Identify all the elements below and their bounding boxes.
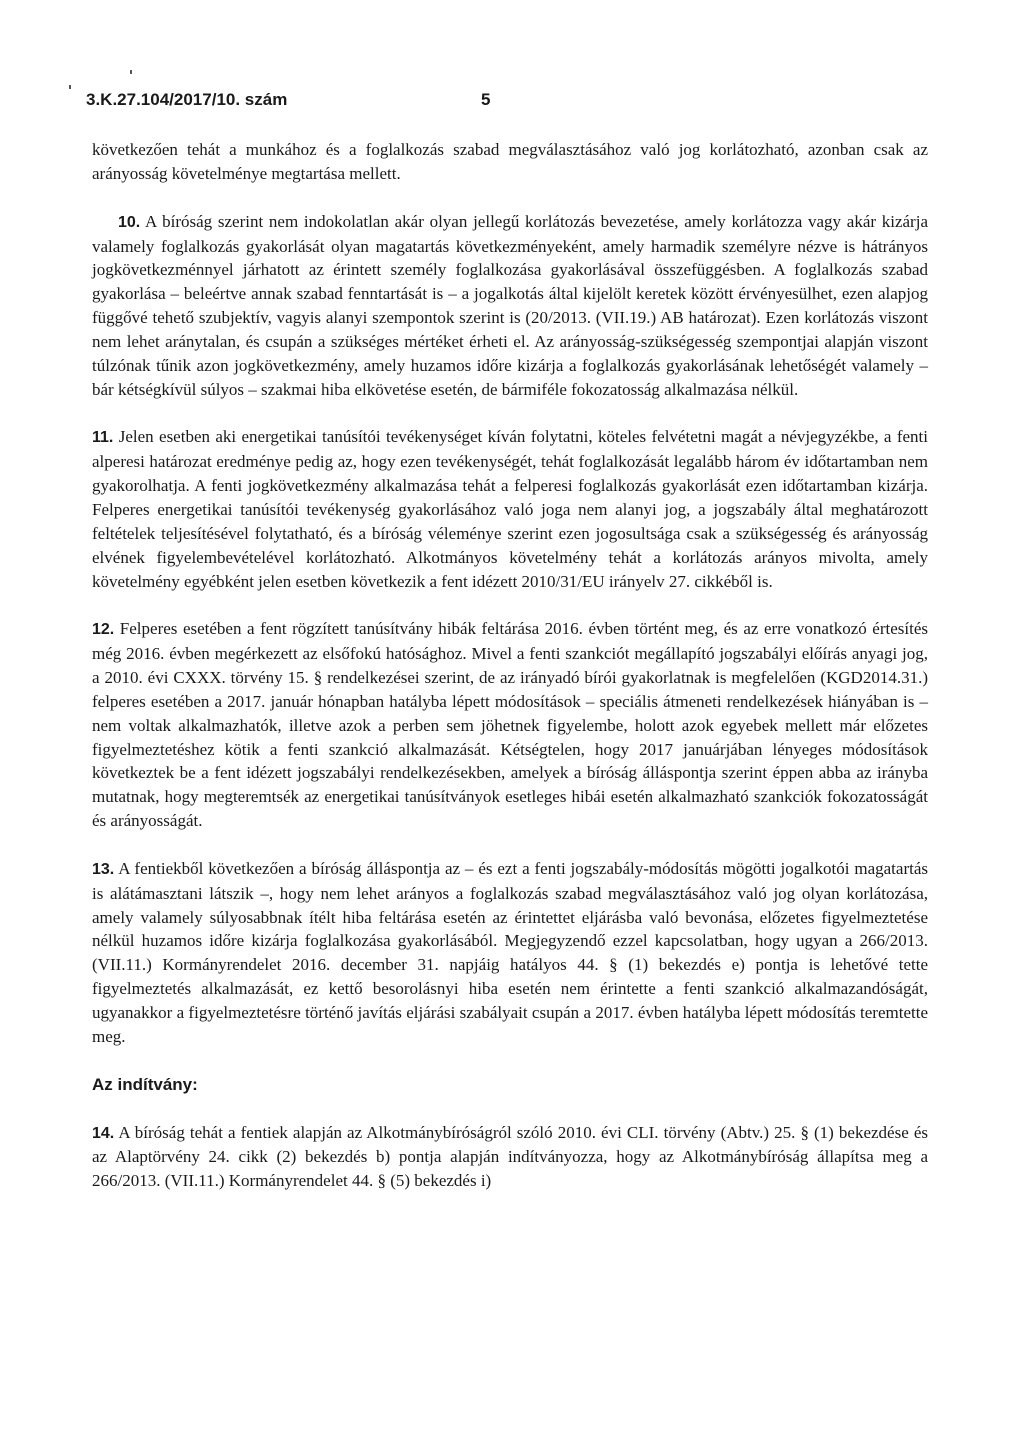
section-heading: Az indítvány: xyxy=(92,1074,198,1094)
paragraph-text: A bíróság tehát a fentiek alapján az Alkotmánybíróságról szóló 2010. évi CLI. törvény (Abtv.) 25. § (1) bekezdése és az Alaptörvény 24. cikk (2) bekezdés b) pontja alapján indítványozza, hogy az Alkotmánybíróság állapítsa meg a 266/2013. (VII.11.) Kormányrendelet 44. § (5) bekezdés i) xyxy=(92,1122,928,1191)
paragraph-text: A bíróság szerint nem indokolatlan akár olyan jellegű korlátozás bevezetése, amely korlátozza vagy akár kizárja valamely foglalkozás gyakorlását olyan magatartás következményeként, amely harmadik személyre nézve is hátrányos jogkövetkezménnyel járhatott az érintett személy foglalkozása gyakorlásával összefüggésben. A foglalkozás szabad gyakorlása – beleértve annak szabad fenntartását is – a jogalkotás által kijelölt keretek között érvényesülhet, ezen alapjog függővé tehető szubjektív, vagyis alanyi szempontok szerint is (20/2013. (VII.19.) AB határozat). Ezen korlátozás viszont nem lehet aránytalan, és csupán a szükséges mértéket érheti el. Az arányosság-szükségesség szempontjai alapján viszont túlzónak tűnik azon jogkövetkezmény, amely huzamos időre kizárja a foglalkozás gyakorlásának lehetőségét valamely – bár kétségkívül súlyos – szakmai hiba elkövetése esetén, de bármiféle fokozatosság alkalmazása nélkül. xyxy=(92,211,928,399)
document-body xyxy=(92,138,928,1193)
page-header xyxy=(86,90,526,120)
paragraph-text: Jelen esetben aki energetikai tanúsítói tevékenységet kíván folytatni, köteles felvétetni magát a névjegyzékbe, a fenti alperesi határozat eredménye pedig az, hogy ezen tevékenységét, tehát foglalkozását legalább három év időtartamban nem gyakorolhatja. A fenti jogkövetkezmény alkalmazása tehát a felperesi foglalkozás gyakorlását ezen időtartamban kizárja. Felperes energetikai tanúsítói tevékenység gyakorlásához való joga nem alanyi jog, a jogszabály által meghatározott feltételek teljesítésével folytatható, és a bíróság véleménye szerint ezen jogosultsága csak a szükségesség és arányosság elvének figyelembevételével korlátozható. Alkotmányos követelmény tehát a korlátozás arányos mivolta, amely követelmény egyébként jelen esetben következik a fent idézett 2010/31/EU irányelv 27. cikkéből is. xyxy=(92,427,928,591)
paragraph-12 xyxy=(92,617,928,833)
paragraph-13 xyxy=(92,857,928,1049)
paragraph-14 xyxy=(92,1121,928,1194)
paragraph-number: 10. xyxy=(118,213,141,231)
paragraph-text: következően tehát a munkához és a foglalkozás szabad megválasztásához való jog korlátozható, azonban csak az arányosság követelménye megtartása mellett. xyxy=(92,140,928,183)
paragraph-text: Felperes esetében a fent rögzített tanúsítvány hibák feltárása 2016. évben történt meg, és az erre vonatkozó értesítés még 2016. évben megérkezett az elsőfokú hatósághoz. Mivel a fenti szankciót megállapító jogszabályi előírás anyagi jog, a 2010. évi CXXX. törvény 15. § rendelkezései szerint, de az irányadó bírói gyakorlatnak is megfelelően (KGD2014.31.) felperes esetében a 2017. január hónapban hatályba lépett módosítások – speciális átmeneti rendelkezések hiányában is – nem voltak alkalmazhatók, illetve azok a perben sem jöhetnek figyelembe, holott azok egyebek mellett már előzetes figyelmeztetéshez kötik a fenti szankció alkalmazását. Kétségtelen, hogy 2017 januárjában lényeges módosítások következtek be a fent idézett jogszabályi rendelkezésekben, amelyek a bíróság álláspontja szerint éppen abba az irányba mutatnak, hogy megteremtsék az energetikai tanúsítványok esetleges hibái esetén alkalmazható szankciók fokozatosságát és arányosságát. xyxy=(92,619,928,831)
paragraph-number: 13. xyxy=(92,860,115,878)
paragraph-number: 12. xyxy=(92,621,115,639)
paragraph-text: A fentiekből következően a bíróság álláspontja az – és ezt a fenti jogszabály-módosítás mögötti jogalkotói magatartás is alátámasztani látszik –, hogy nem lehet arányos a foglalkozás szabad megválasztásához való jog olyan korlátozása, amely valamely súlyosabbnak ítélt hiba feltárása esetén az érintettet eljárásba való bevonása, előzetes figyelmeztetése nélkül huzamos időre kizárja foglalkozása gyakorlásából. Megjegyzendő ezzel kapcsolatban, hogy ugyan a 266/2013. (VII.11.) Kormányrendelet 2016. december 31. napjáig hatályos 44. § (1) bekezdés e) pontja is lehetővé tette figyelmeztetés alkalmazását, ez kettő besorolásnyi hiba esetén nem érintette a fenti szankció alkalmazandóságát, ugyanakkor a figyelmeztetésre történő javítás eljárási szabályait csupán a 2017. évben hatályba lépett módosítás teremtette meg. xyxy=(92,858,928,1046)
document-id: 3.K.27.104/2017/10. szám xyxy=(86,90,288,109)
paragraph-number: 11. xyxy=(92,429,114,447)
page-number: 5 xyxy=(481,90,491,109)
paragraph-11 xyxy=(92,425,928,593)
scan-speck xyxy=(130,70,132,74)
scan-speck xyxy=(69,85,71,89)
paragraph-10 xyxy=(92,210,928,402)
paragraph-number: 14. xyxy=(92,1124,115,1142)
paragraph-continuation xyxy=(92,138,928,186)
